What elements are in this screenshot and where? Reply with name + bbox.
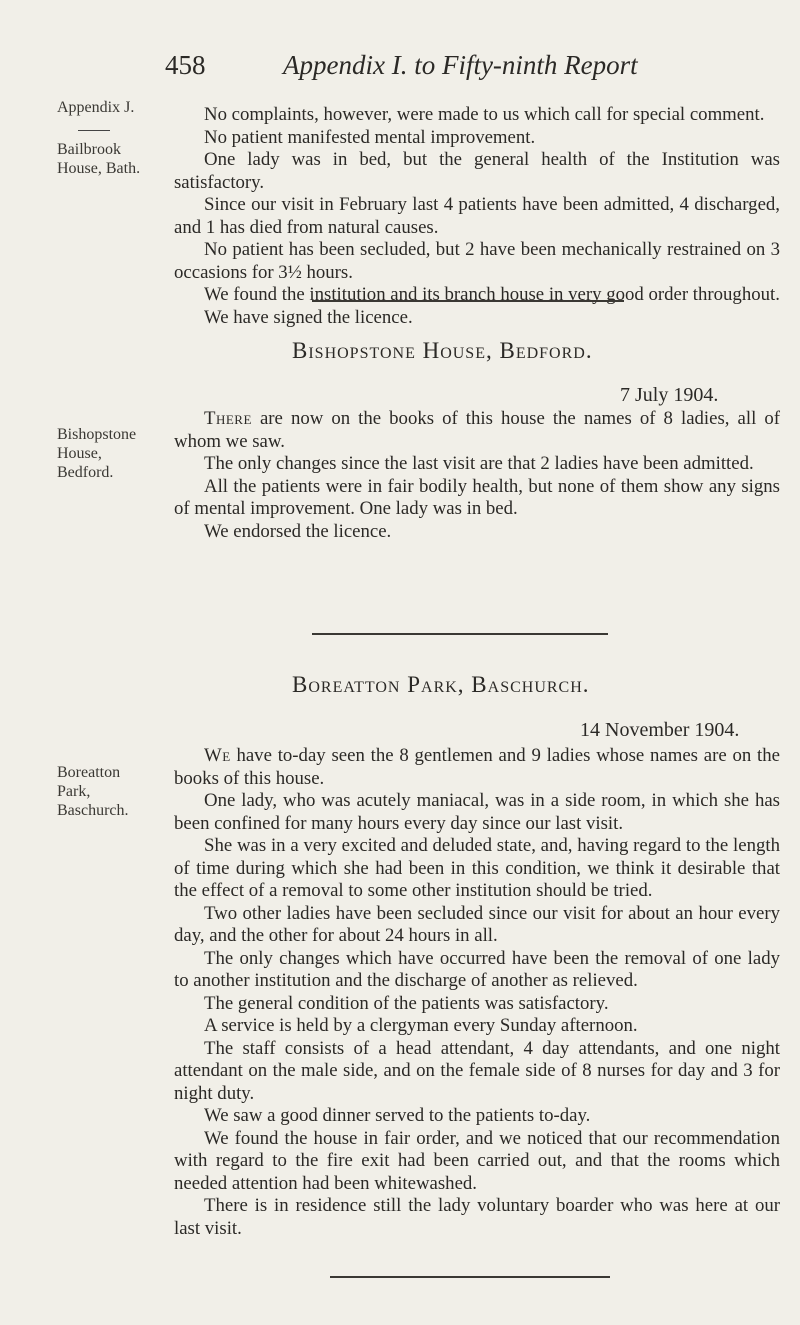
paragraph: We saw a good dinner served to the patients to-day. (204, 1105, 591, 1126)
paragraph: We have to-day seen the 8 gentlemen and 9 ladies whose names are on the books of this house. (174, 745, 780, 789)
section-divider (312, 633, 608, 635)
paragraph: We found the house in fair order, and we noticed that our recommendation with regard to the fire exit had been carried out, and that the rooms which needed attention had been whitewashed. (174, 1127, 780, 1194)
section-bishopstone-body (174, 408, 780, 543)
paragraph: She was in a very excited and deluded state, and, having regard to the length of time during which she had been in this condition, we think it desirable that the effect of a removal to some other institution should be tried. (174, 835, 780, 901)
paragraph: We found the institution and its branch house in very good order throughout. (204, 284, 780, 305)
paragraph: No patient manifested mental improvement. (204, 126, 536, 148)
paragraph: One lady was in bed, but the general health of the Institution was satisfactory. (174, 149, 780, 193)
margin-note-appendix: Appendix J. (57, 99, 135, 116)
paragraph: The staff consists of a head attendant, 4 day attendants, and one night attendant on the male side, and on the female side of 8 nurses for day and 3 for night duty. (174, 1037, 780, 1104)
paragraph: The general condition of the patients was satisfactory. (204, 992, 609, 1014)
closing-rule (330, 1276, 610, 1278)
section-heading-boreatton: Boreatton Park, Baschurch. (292, 672, 590, 697)
margin-note-bishopstone: Bishopstone House, Bedford. (57, 426, 137, 481)
section-heading-bishopstone: Bishopstone House, Bedford. (292, 338, 593, 363)
paragraph: The only changes which have occurred have been the removal of one lady to another institution and the discharge of another as relieved. (174, 947, 780, 991)
paragraph: We endorsed the licence. (204, 520, 392, 542)
page-number: 458 (165, 50, 206, 80)
paragraph: There are now on the books of this house the names of 8 ladies, all of whom we saw. (174, 408, 780, 452)
paragraph: No patient has been secluded, but 2 have been mechanically restrained on 3 occasions for 3½ hours. (174, 239, 780, 283)
section-boreatton-body (174, 745, 780, 1240)
section-date-boreatton: 14 November 1904. (580, 719, 740, 741)
paragraph: Two other ladies have been secluded since our visit for about an hour every day, and the other for about 24 hours in all. (174, 902, 780, 946)
margin-rule (78, 130, 110, 131)
paragraph: A service is held by a clergyman every Sunday afternoon. (204, 1015, 638, 1036)
paragraph: No complaints, however, were made to us which call for special comment. (204, 104, 765, 125)
paragraph: One lady, who was acutely maniacal, was in a side room, in which she has been confined for many hours every day since our last visit. (174, 790, 780, 834)
paragraph: Since our visit in February last 4 patients have been admitted, 4 discharged, and 1 has died from natural causes. (174, 194, 780, 238)
section-divider (312, 300, 624, 302)
paragraph: All the patients were in fair bodily health, but none of them show any signs of mental improvement. One lady was in bed. (174, 475, 780, 519)
running-title: Appendix I. to Fifty-ninth Report (283, 50, 638, 80)
margin-note-boreatton: Boreatton Park, Baschurch. (57, 764, 129, 819)
section-bailbrook-body (174, 104, 780, 329)
paragraph: The only changes since the last visit are that 2 ladies have been admitted. (204, 453, 754, 474)
section-date-bishopstone: 7 July 1904. (620, 384, 719, 406)
margin-note-bailbrook: Bailbrook House, Bath. (57, 141, 141, 177)
paragraph: We have signed the licence. (204, 306, 413, 328)
paragraph: There is in residence still the lady voluntary boarder who was here at our last visit. (174, 1195, 780, 1239)
